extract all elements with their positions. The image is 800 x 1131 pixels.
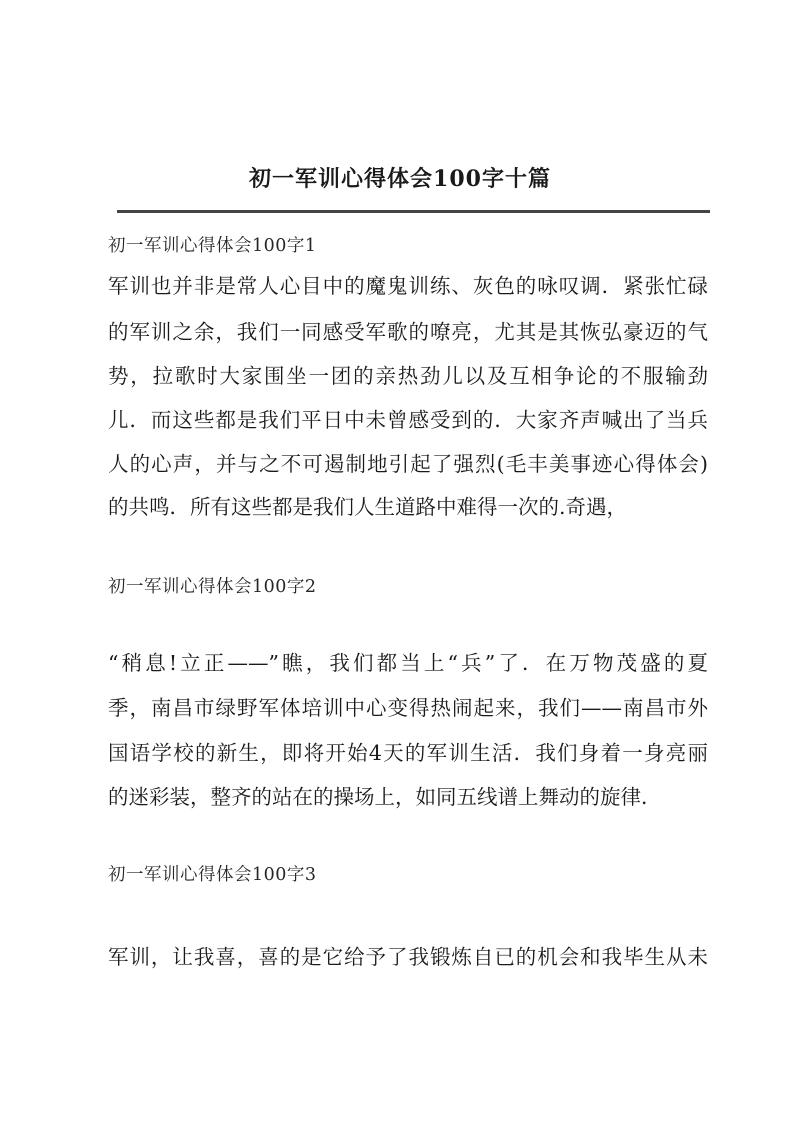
title-divider: [117, 210, 710, 213]
section-heading-3: 初一军训心得体会100字3: [108, 865, 317, 885]
document-title: 初一军训心得体会100字十篇: [249, 166, 551, 192]
paragraph-line: 军训也并非是常人心目中的魔鬼训练、灰色的咏叹调．紧张忙碌: [108, 274, 708, 298]
paragraph-line: 的共鸣．所有这些都是我们人生道路中难得一次的.奇遇，: [108, 495, 628, 519]
paragraph-line: “稍息!立正——”瞧，我们都当上“兵”了．在万物茂盛的夏: [108, 651, 708, 675]
paragraph-line: 的迷彩装，整齐的站在的操场上，如同五线谱上舞动的旋律．: [108, 785, 662, 809]
section-heading-1: 初一军训心得体会100字1: [108, 236, 317, 256]
section-heading-2: 初一军训心得体会100字2: [108, 577, 317, 597]
paragraph-line: 儿．而这些都是我们平日中未曾感受到的．大家齐声喊出了当兵: [108, 408, 708, 432]
paragraph-line: 势，拉歌时大家围坐一团的亲热劲儿以及互相争论的不服输劲: [108, 364, 708, 388]
paragraph-line: 军训，让我喜，喜的是它给予了我锻炼自已的机会和我毕生从未: [108, 945, 708, 969]
paragraph-line: 的军训之余，我们一同感受军歌的嘹亮，尤其是其恢弘豪迈的气: [108, 320, 708, 344]
paragraph-line: 人的心声，并与之不可遏制地引起了强烈(毛丰美事迹心得体会): [108, 452, 708, 476]
paragraph-line: 季，南昌市绿野军体培训中心变得热闹起来，我们——南昌市外: [108, 696, 708, 720]
paragraph-line: 国语学校的新生，即将开始4天的军训生活．我们身着一身亮丽: [108, 741, 708, 765]
